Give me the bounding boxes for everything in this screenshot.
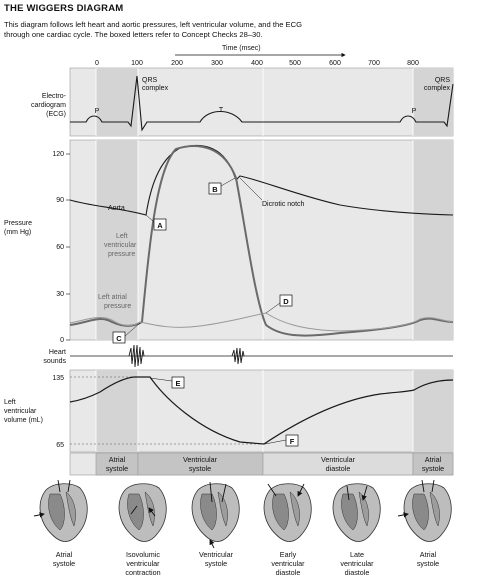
phase-2-line-2: diastole: [325, 464, 351, 473]
dicrotic-notch-label: Dicrotic notch: [262, 201, 305, 208]
time-tick-500: 500: [289, 60, 301, 67]
time-axis: [95, 45, 419, 67]
box-f-label: F: [289, 437, 295, 446]
time-tick-800: 800: [407, 60, 419, 67]
heart-captions: [53, 550, 439, 577]
box-c-label: C: [116, 334, 122, 343]
heart-illustration-2: [119, 484, 166, 542]
time-tick-300: 300: [211, 60, 223, 67]
heart-illustration-1: [34, 480, 87, 541]
phase-band: [70, 453, 453, 475]
time-tick-600: 600: [329, 60, 341, 67]
sounds-ylabel-line-1: Heart: [48, 349, 66, 356]
time-tick-0: 0: [95, 60, 99, 67]
ecg-ylabel-line-3: (ECG): [46, 111, 66, 118]
time-tick-700: 700: [368, 60, 380, 67]
ecg-qrs-label-2-line-1: QRS: [434, 77, 450, 84]
lv-label-line-1: Left: [116, 233, 128, 240]
heart-caption-1-line-3: contraction: [125, 568, 161, 577]
heart-caption-2-line-1: Ventricular: [199, 550, 233, 559]
heart-caption-3-line-3: diastole: [275, 568, 301, 577]
volume-ylabel-line-3: volume (mL): [4, 417, 43, 424]
pressure-band-atrial-1: [96, 140, 138, 340]
phase-0-line-1: Atrial: [108, 455, 126, 464]
sounds-ylabel-line-2: sounds: [43, 358, 66, 365]
ecg-ylabel-line-1: Electro-: [41, 93, 66, 100]
lv-label-line-2: ventricular: [104, 242, 137, 249]
time-tick-100: 100: [131, 60, 143, 67]
volume-ylabel-line-2: ventricular: [4, 408, 37, 415]
time-tick-200: 200: [171, 60, 183, 67]
heart-caption-1-line-1: Isovolumic: [126, 550, 160, 559]
la-label-line-2: pressure: [104, 303, 132, 310]
volume-tick-135: 135: [52, 375, 64, 382]
heart-caption-4-line-2: ventricular: [340, 559, 374, 568]
box-b-label: B: [212, 185, 218, 194]
ecg-p-wave-label-2: P: [411, 108, 417, 115]
heart-illustrations: [34, 480, 451, 548]
pressure-ylabel-line-1: Pressure: [4, 220, 33, 227]
ecg-qrs-label-2-line-2: complex: [423, 85, 450, 92]
diagram-title: THE WIGGERS DIAGRAM: [4, 3, 124, 14]
heart-illustration-3: [192, 482, 239, 548]
la-label-line-1: Left atrial: [98, 294, 127, 301]
volume-panel: [4, 370, 453, 452]
ecg-ylabel-line-2: cardiogram: [30, 102, 66, 109]
heart-illustration-5: [333, 484, 380, 542]
phase-3-line-2: systole: [421, 464, 445, 473]
ecg-qrs-label-line-1: QRS: [142, 77, 158, 84]
pressure-band-atrial-2: [413, 140, 453, 340]
phase-1-line-2: systole: [188, 464, 212, 473]
heart-caption-0-line-2: systole: [52, 559, 76, 568]
heart-caption-3-line-2: ventricular: [271, 559, 305, 568]
heart-illustration-4: [264, 484, 311, 542]
heart-caption-3-line-1: Early: [279, 550, 297, 559]
pressure-tick-120: 120: [52, 151, 64, 158]
box-d-label: D: [283, 297, 289, 306]
intro-line-1: This diagram follows left heart and aortic pressures, left ventricular volume, and the ECG: [4, 20, 302, 29]
ecg-panel: [31, 68, 453, 136]
phase-0-line-2: systole: [105, 464, 129, 473]
heart-caption-4-line-3: diastole: [344, 568, 370, 577]
ecg-t-wave-label: T: [218, 107, 224, 114]
phase-1-line-1: Ventricular: [183, 455, 217, 464]
time-axis-label: Time (msec): [222, 45, 261, 52]
heart-caption-2-line-2: systole: [204, 559, 228, 568]
phase-2-line-1: Ventricular: [321, 455, 355, 464]
pressure-tick-90: 90: [56, 197, 64, 204]
box-e-label: E: [175, 379, 181, 388]
volume-tick-65: 65: [56, 442, 64, 449]
time-tick-400: 400: [251, 60, 263, 67]
volume-ylabel-line-1: Left: [4, 399, 16, 406]
ecg-qrs-label-line-2: complex: [142, 85, 169, 92]
aorta-label: Aorta: [108, 205, 125, 212]
heart-illustration-6: [398, 480, 451, 541]
pressure-panel: [4, 140, 453, 344]
pressure-tick-30: 30: [56, 291, 64, 298]
ecg-band-atrial-1: [96, 68, 138, 136]
box-a-label: A: [157, 221, 163, 230]
pressure-tick-60: 60: [56, 244, 64, 251]
phase-3-line-1: Atrial: [424, 455, 442, 464]
heart-caption-5-line-2: systole: [416, 559, 440, 568]
heart-caption-0-line-1: Atrial: [55, 550, 73, 559]
intro-line-2: through one cardiac cycle. The boxed letters refer to Concept Checks 28–30.: [4, 29, 263, 39]
ecg-p-wave-label: P: [94, 108, 100, 115]
pressure-tick-0: 0: [60, 337, 64, 344]
heart-caption-1-line-2: ventricular: [126, 559, 160, 568]
lv-label-line-3: pressure: [108, 251, 136, 258]
heart-caption-4-line-1: Late: [350, 550, 364, 559]
heart-caption-5-line-1: Atrial: [419, 550, 437, 559]
pressure-ylabel-line-2: (mm Hg): [4, 229, 32, 236]
